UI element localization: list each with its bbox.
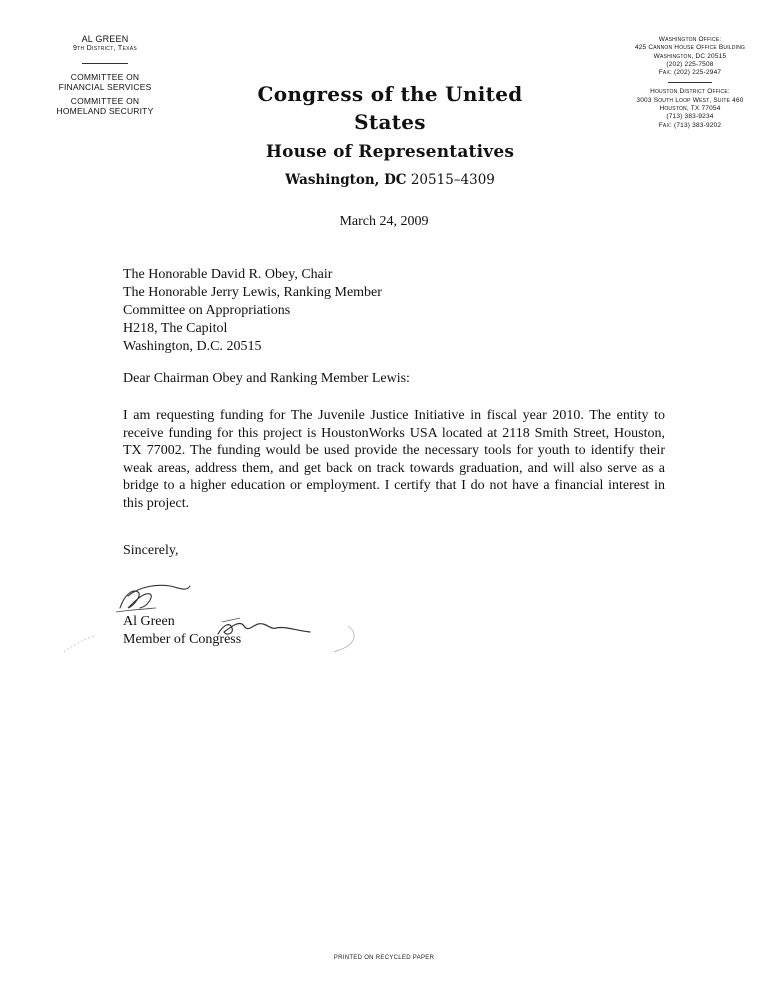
signature-scribble-icon [110, 578, 200, 618]
stray-mark [60, 630, 100, 665]
recipient-line: The Honorable Jerry Lewis, Ranking Member [123, 285, 382, 300]
recipient-line: Washington, D.C. 20515 [123, 339, 262, 354]
member-district: 9th District, Texas [72, 45, 138, 52]
letterhead-congress: Congress of the United States [257, 82, 523, 134]
houston-office-phone: (713) 383-9234 [666, 113, 714, 121]
stray-mark-icon [60, 630, 100, 660]
washington-office-label: Washington Office: [658, 36, 722, 43]
letter-date: March 24, 2009 [339, 214, 429, 229]
signer-name: Al Green [123, 614, 175, 629]
recipient-line: Committee on Appropriations [123, 303, 291, 318]
salutation: Dear Chairman Obey and Ranking Member Lewis: [123, 371, 410, 386]
letterhead-city: Washington, DC [285, 172, 407, 188]
letterhead [220, 80, 560, 191]
houston-office-city: Houston, TX 77054 [659, 105, 721, 113]
houston-office-fax: Fax: (713) 383-9202 [658, 121, 722, 129]
committee-line: COMMITTEE ON [70, 96, 140, 106]
washington-office-city: Washington, DC 20515 [653, 52, 727, 60]
divider [668, 82, 712, 83]
letterhead-house: House of Representatives [265, 142, 515, 162]
divider [82, 63, 128, 64]
member-name: AL GREEN [81, 34, 129, 44]
handwriting-scribble-icon [210, 612, 320, 642]
houston-office-label: Houston District Office: [650, 88, 730, 96]
member-info-block [30, 34, 180, 120]
committee-line: HOMELAND SECURITY [56, 106, 154, 116]
letterhead-address [220, 169, 560, 191]
recipient-line: The Honorable David R. Obey, Chair [123, 267, 333, 282]
signer-title: Member of Congress [123, 632, 242, 647]
houston-office-address: 3003 South Loop West, Suite 460 [636, 96, 744, 104]
committee-line: FINANCIAL SERVICES [58, 82, 152, 92]
washington-office-phone: (202) 225-7508 [666, 60, 714, 68]
closing: Sincerely, [123, 543, 179, 558]
washington-office-address: 425 Cannon House Office Building [634, 44, 746, 52]
footer-note: PRINTED ON RECYCLED PAPER [333, 955, 435, 961]
stray-mark-icon [330, 622, 370, 658]
committee-homeland-security [30, 96, 180, 116]
recipient-line: H218, The Capitol [123, 321, 228, 336]
initials-scribble [210, 612, 320, 647]
committee-line: COMMITTEE ON [70, 72, 140, 82]
office-info-block [605, 36, 768, 130]
letter-body: I am requesting funding for The Juvenile Justice Initiative in fiscal year 2010. The entity to receive funding for this project is HoustonWorks USA located at 2118 Smith Street, Houston, TX 77002. The funding would be used provide the necessary tools for youth to identify their weak areas, address them, and get back on track towards graduation, and will also serve as a bridge to a higher education or employment. I certify that I do not have a financial interest in this project. [123, 408, 665, 511]
recipient-address [123, 266, 382, 356]
washington-office-fax: Fax: (202) 225-2947 [658, 69, 722, 77]
committee-financial-services [30, 72, 180, 92]
letterhead-zip: 20515–4309 [410, 172, 495, 188]
stray-mark [330, 622, 370, 663]
